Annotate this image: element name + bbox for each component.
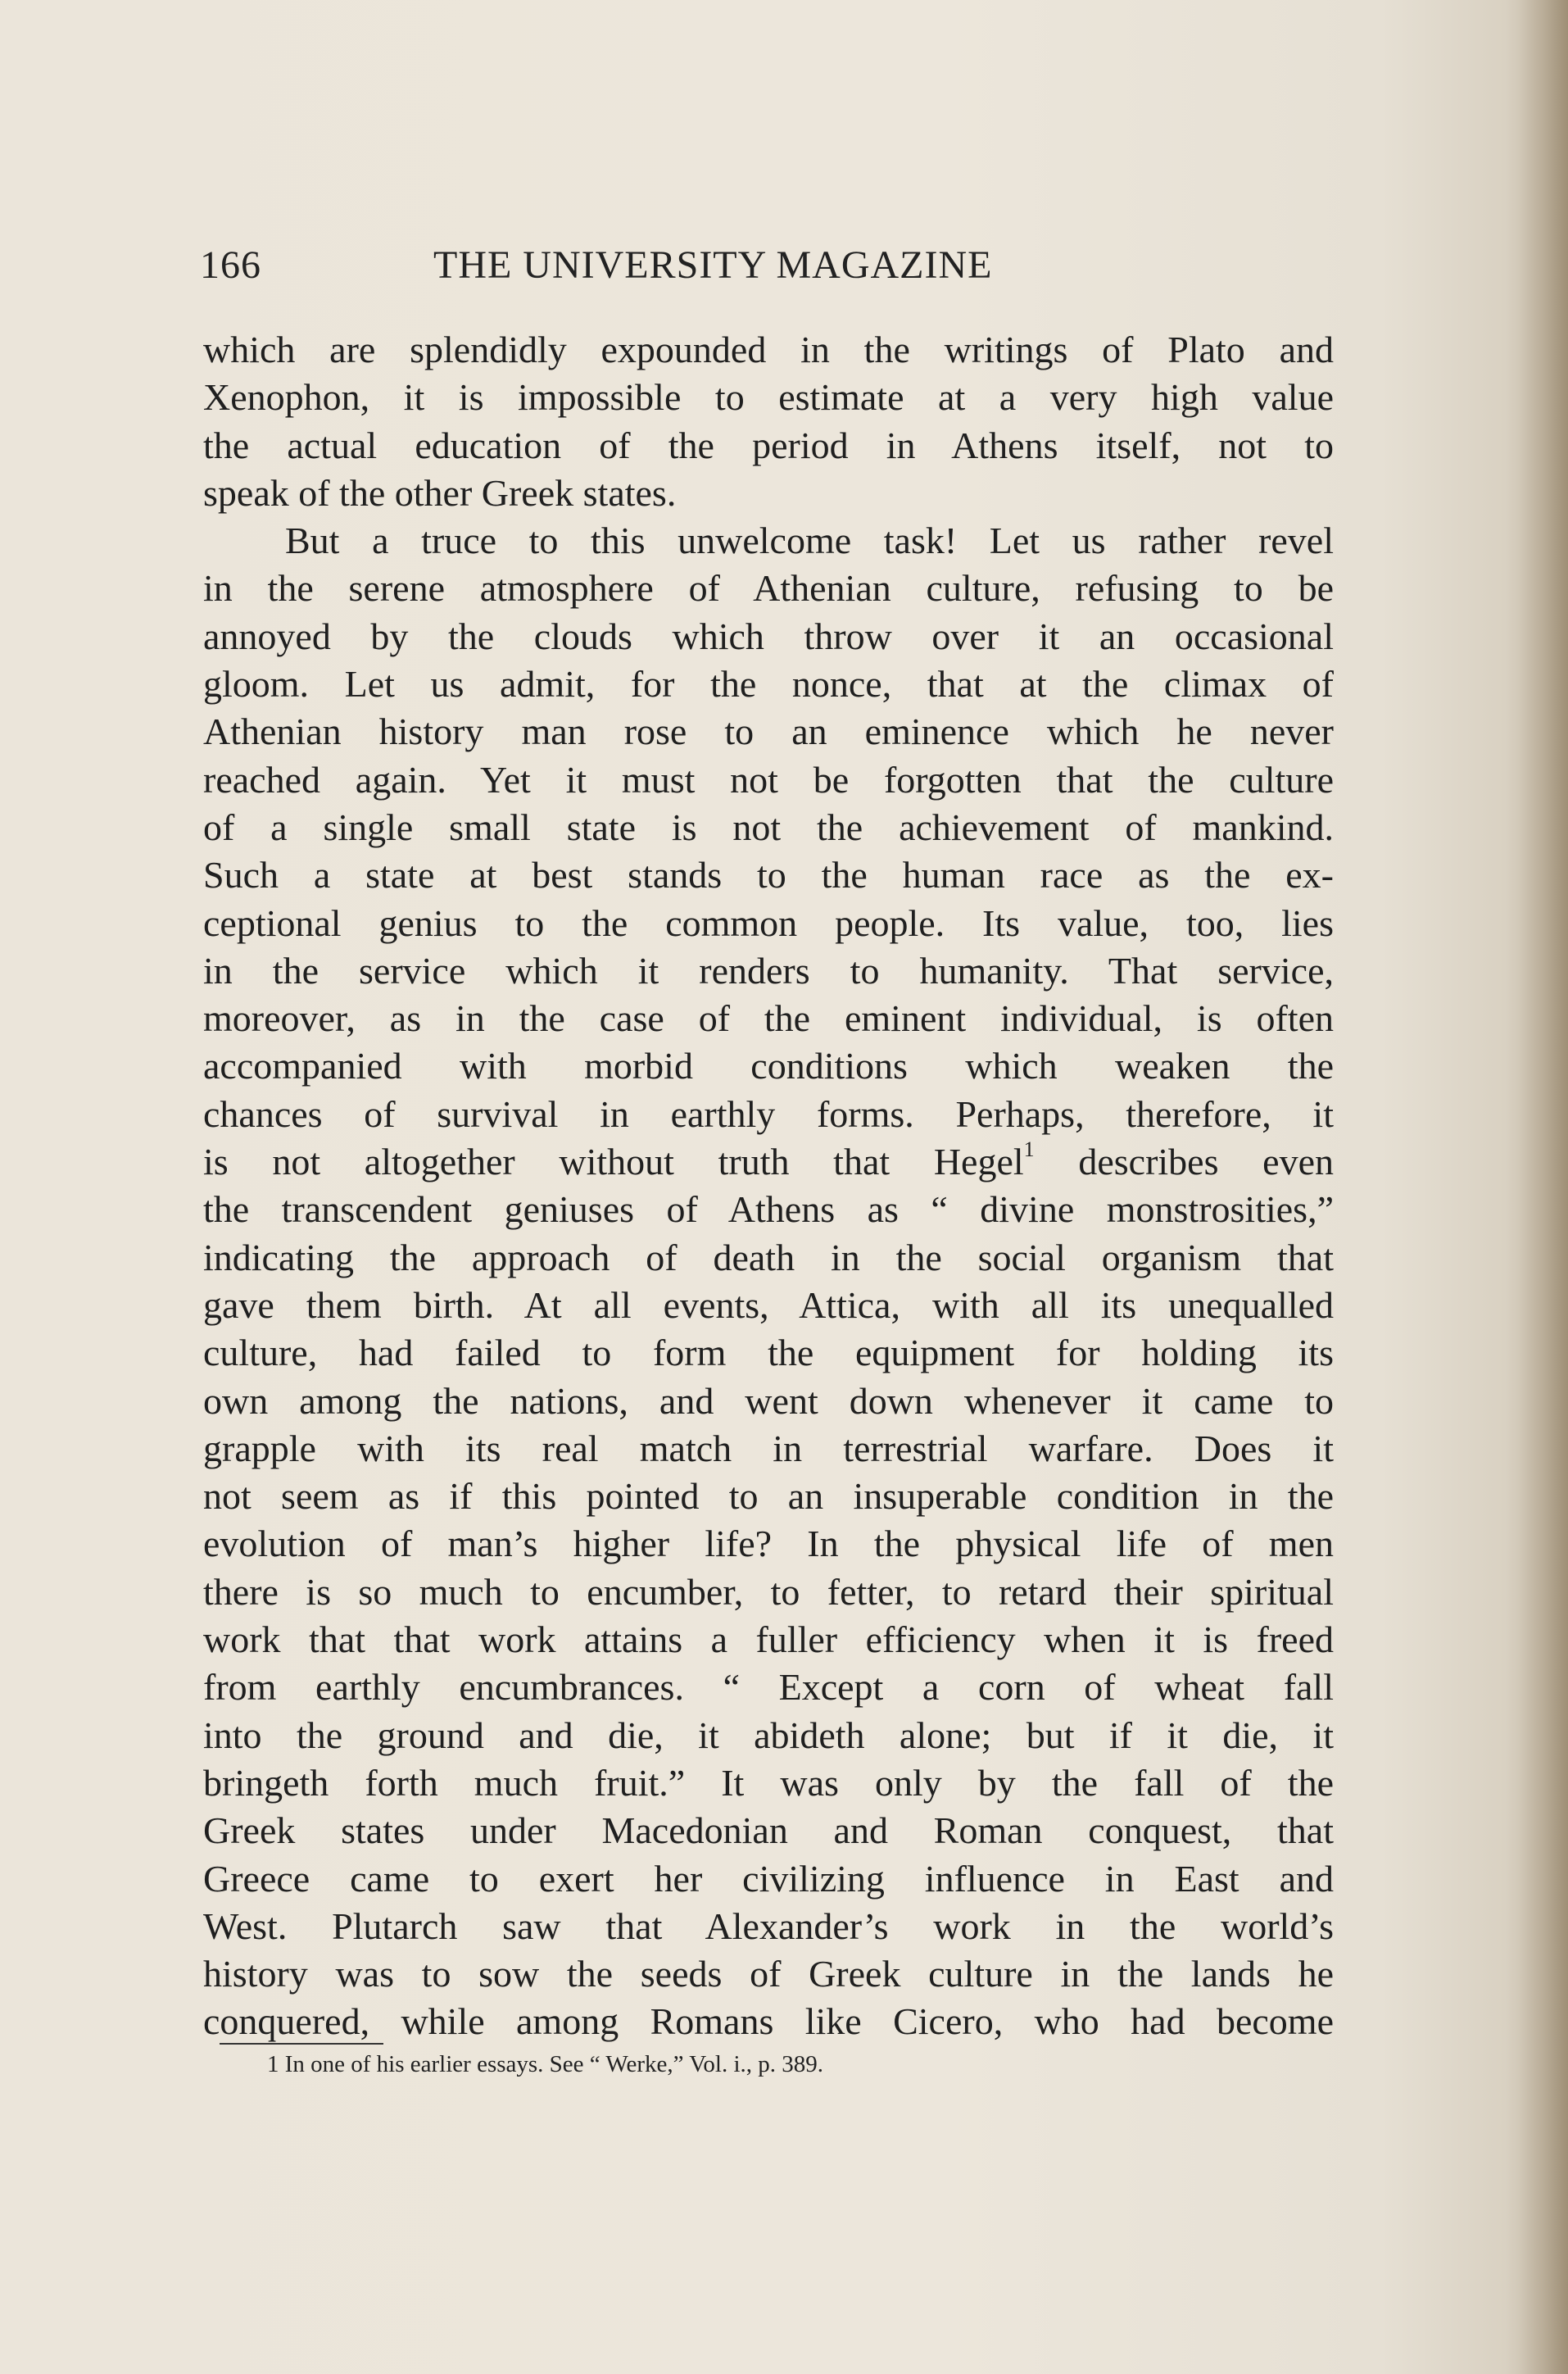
text-line: grapple with its real match in terrestrial warfare. Does it bbox=[203, 1427, 1334, 1469]
text-line: the transcendent geniuses of Athens as “ divine monstrosities,” bbox=[203, 1188, 1334, 1231]
text-line: accompanied with morbid conditions which weaken the bbox=[203, 1045, 1334, 1087]
text-line: Greece came to exert her civilizing influence in East and bbox=[203, 1857, 1334, 1900]
footnote-reference: 1 bbox=[1023, 1137, 1035, 1162]
running-title: THE UNIVERSITY MAGAZINE bbox=[433, 243, 993, 287]
text-line-with-footnote-ref bbox=[203, 1138, 1334, 1186]
text-line: Such a state at best stands to the human race as the ex- bbox=[203, 854, 1334, 896]
page-edge-shadow bbox=[1519, 0, 1568, 2374]
text-line: gave them birth. At all events, Attica, with all its unequalled bbox=[203, 1283, 1334, 1326]
page-number: 166 bbox=[200, 243, 261, 287]
text-line: in the serene atmosphere of Athenian culture, refusing to be bbox=[203, 567, 1334, 610]
body-text bbox=[203, 326, 1334, 2046]
text-line: in the service which it renders to humanity. That service, bbox=[203, 949, 1334, 992]
text-line: gloom. Let us admit, for the nonce, that at the climax of bbox=[203, 663, 1334, 706]
text-line: history was to sow the seeds of Greek culture in the lands he bbox=[203, 1953, 1334, 1995]
text-line: West. Plutarch saw that Alexander’s work in the world’s bbox=[203, 1904, 1334, 1947]
text-line: there is so much to encumber, to fetter, to retard their spiritual bbox=[203, 1570, 1334, 1613]
text-line: annoyed by the clouds which throw over it an occasional bbox=[203, 615, 1334, 657]
text-line: the actual education of the period in Athens itself, not to bbox=[203, 424, 1334, 466]
footnote-divider bbox=[220, 2043, 383, 2045]
text-line: not seem as if this pointed to an insuperable condition in the bbox=[203, 1475, 1334, 1518]
text-line: conquered, while among Romans like Cicero, who had become bbox=[203, 2000, 1334, 2043]
text-line: Athenian history man rose to an eminence which he never bbox=[203, 710, 1334, 753]
text-segment: describes even bbox=[1034, 1141, 1334, 1183]
text-line: own among the nations, and went down whenever it came to bbox=[203, 1379, 1334, 1422]
text-line: But a truce to this unwelcome task! Let us rather revel bbox=[285, 520, 1334, 562]
text-line: indicating the approach of death in the social organism that bbox=[203, 1236, 1334, 1278]
text-line: speak of the other Greek states. bbox=[203, 471, 677, 514]
text-line: moreover, as in the case of the eminent individual, is often bbox=[203, 997, 1334, 1040]
text-line: of a single small state is not the achievement of mankind. bbox=[203, 806, 1334, 848]
text-line: ceptional genius to the common people. Its value, too, lies bbox=[203, 901, 1334, 944]
text-line: bringeth forth much fruit.” It was only by the fall of the bbox=[203, 1761, 1334, 1804]
footnote: 1 In one of his earlier essays. See “ Werke,” Vol. i., p. 389. bbox=[267, 2051, 824, 2077]
text-line: into the ground and die, it abideth alone; but if it die, it bbox=[203, 1714, 1334, 1756]
page-header bbox=[200, 243, 1347, 292]
text-line: Xenophon, it is impossible to estimate at a very high value bbox=[203, 376, 1334, 419]
text-line: evolution of man’s higher life? In the physical life of men bbox=[203, 1523, 1334, 1565]
text-line: chances of survival in earthly forms. Perhaps, therefore, it bbox=[203, 1092, 1334, 1135]
text-line: work that that work attains a fuller efficiency when it is freed bbox=[203, 1618, 1334, 1661]
text-line: which are splendidly expounded in the writings of Plato and bbox=[203, 329, 1334, 370]
text-line: from earthly encumbrances. “ Except a corn of wheat fall bbox=[203, 1666, 1334, 1709]
text-line: culture, had failed to form the equipment for holding its bbox=[203, 1332, 1334, 1374]
text-segment: is not altogether without truth that Hegel bbox=[203, 1141, 1024, 1183]
text-line: Greek states under Macedonian and Roman conquest, that bbox=[203, 1809, 1334, 1852]
text-line: reached again. Yet it must not be forgotten that the culture bbox=[203, 758, 1334, 801]
